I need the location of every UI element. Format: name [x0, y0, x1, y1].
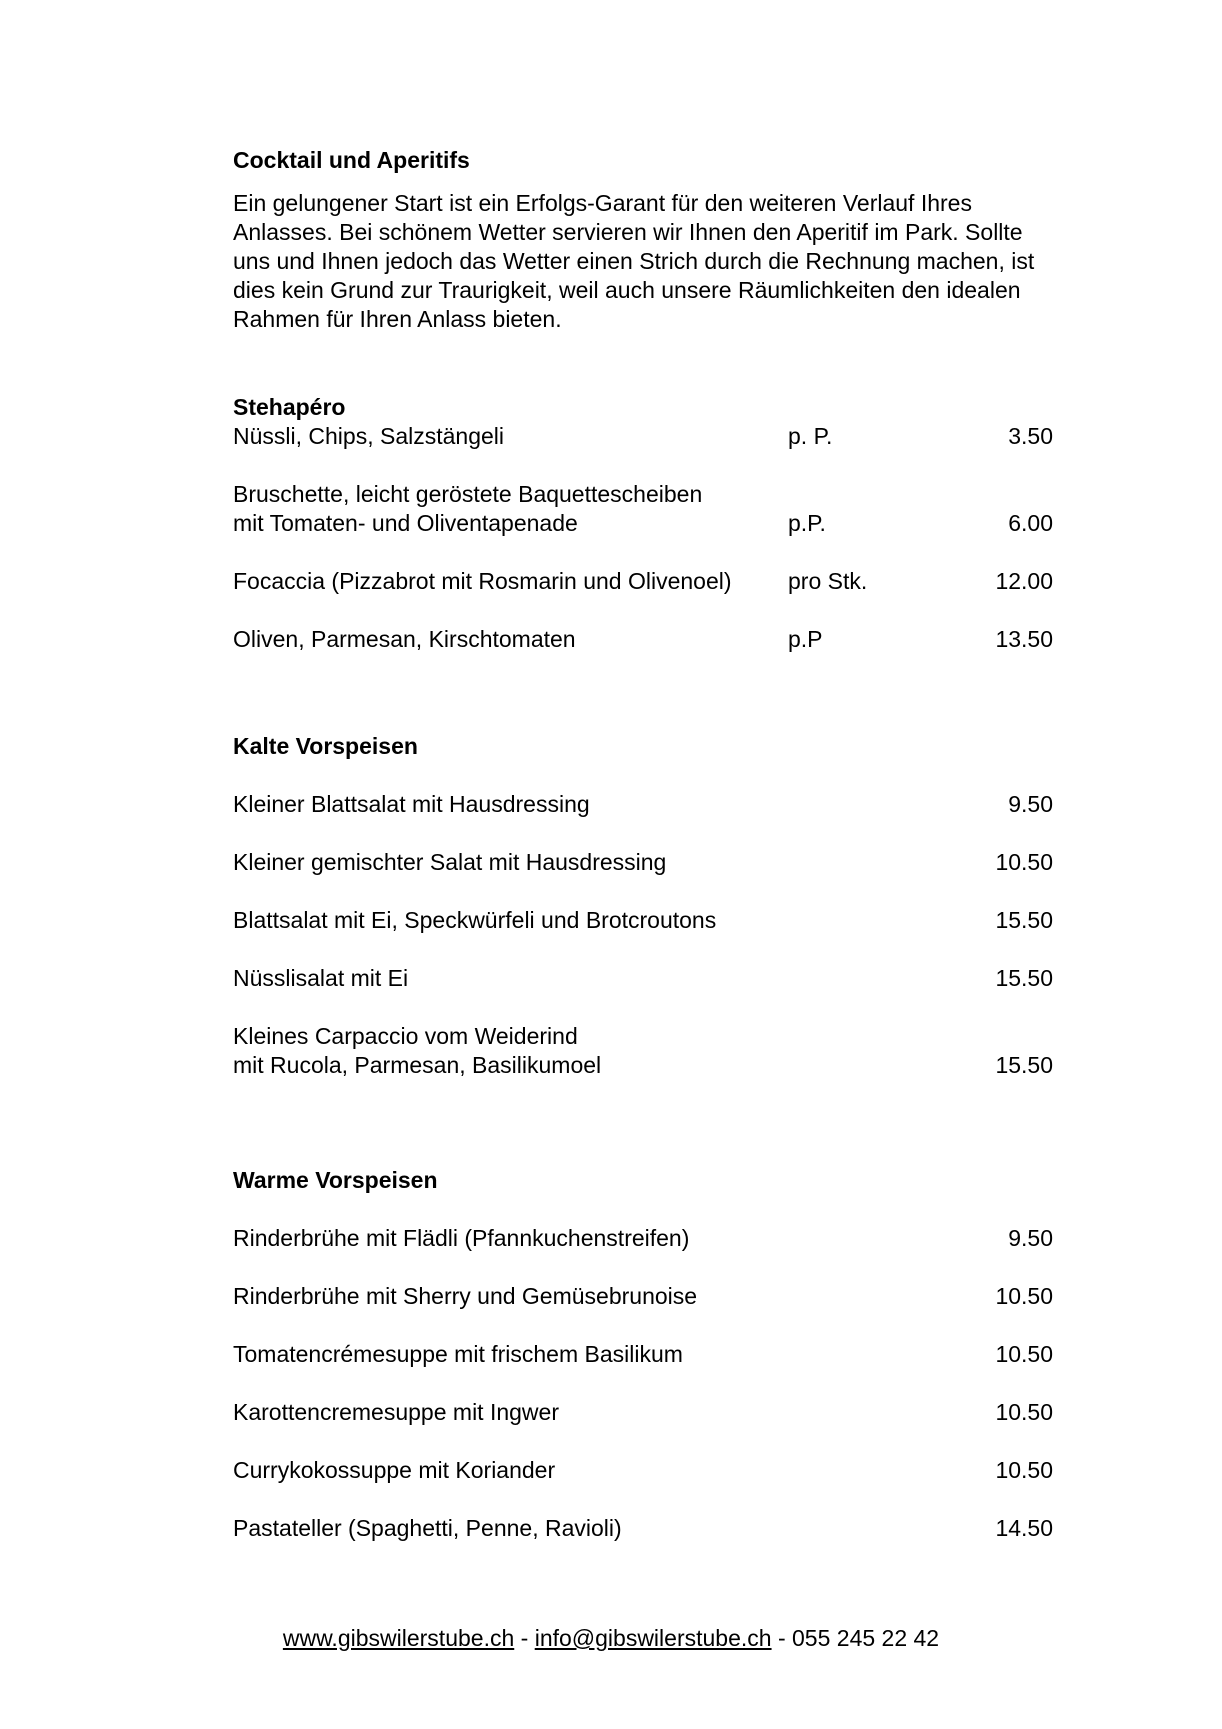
menu-item: [233, 625, 1053, 654]
item-price: 13.50: [995, 626, 1053, 652]
item-name: Rinderbrühe mit Flädli (Pfannkuchenstreifen): [233, 1225, 690, 1251]
email-link[interactable]: info@gibswilerstube.ch: [534, 1625, 772, 1651]
item-name: [233, 480, 793, 538]
item-price: 15.50: [995, 1052, 1053, 1078]
item-price: 3.50: [1008, 423, 1053, 449]
intro-line: dies kein Grund zur Traurigkeit, weil auch unsere Räumlichkeiten den idealen: [233, 277, 1021, 303]
intro-line: uns und Ihnen jedoch das Wetter einen Strich durch die Rechnung machen, ist: [233, 248, 1035, 274]
footer-separator: -: [514, 1625, 535, 1651]
item-name: [233, 1022, 793, 1080]
item-price: 10.50: [995, 849, 1053, 875]
footer-separator: -: [771, 1625, 793, 1651]
item-name-line: mit Rucola, Parmesan, Basilikumoel: [233, 1052, 602, 1078]
item-price: 10.50: [995, 1341, 1053, 1367]
item-name: Kleiner Blattsalat mit Hausdressing: [233, 791, 590, 817]
item-name: Oliven, Parmesan, Kirschtomaten: [233, 626, 576, 652]
menu-item: [233, 480, 1053, 538]
item-unit: p.P: [788, 626, 823, 652]
item-price: 6.00: [1008, 510, 1053, 536]
item-unit: pro Stk.: [788, 568, 868, 594]
item-price: 14.50: [995, 1515, 1053, 1541]
website-link[interactable]: www.gibswilerstube.ch: [282, 1625, 515, 1651]
intro-line: Rahmen für Ihren Anlass bieten.: [233, 306, 562, 332]
section-heading-stehapero: Stehapéro: [233, 394, 346, 420]
item-price: 10.50: [995, 1457, 1053, 1483]
section-heading-warme-vorspeisen: Warme Vorspeisen: [233, 1167, 438, 1193]
menu-item: [233, 848, 1053, 877]
menu-item: [233, 567, 1053, 596]
intro-paragraph: [233, 189, 1103, 334]
menu-item: [233, 964, 1053, 993]
item-name: Focaccia (Pizzabrot mit Rosmarin und Olivenoel): [233, 568, 732, 594]
intro-line: Anlasses. Bei schönem Wetter servieren wir Ihnen den Aperitif im Park. Sollte: [233, 219, 1023, 245]
item-name-line: Kleines Carpaccio vom Weiderind: [233, 1023, 578, 1049]
item-price: 10.50: [995, 1283, 1053, 1309]
item-name: Kleiner gemischter Salat mit Hausdressing: [233, 849, 667, 875]
menu-item: [233, 422, 1053, 451]
menu-item: [233, 1456, 1053, 1485]
item-price: 10.50: [995, 1399, 1053, 1425]
item-name: Rinderbrühe mit Sherry und Gemüsebrunoise: [233, 1283, 698, 1309]
item-price: 9.50: [1008, 1225, 1053, 1251]
item-name: Blattsalat mit Ei, Speckwürfeli und Brotcroutons: [233, 907, 717, 933]
menu-item: [233, 1514, 1053, 1543]
menu-item: [233, 906, 1053, 935]
menu-item: [233, 1224, 1053, 1253]
item-name: Karottencremesuppe mit Ingwer: [233, 1399, 559, 1425]
intro-line: Ein gelungener Start ist ein Erfolgs-Garant für den weiteren Verlauf Ihres: [233, 190, 972, 216]
item-price: 12.00: [995, 568, 1053, 594]
item-name: Pastateller (Spaghetti, Penne, Ravioli): [233, 1515, 622, 1541]
item-unit: p. P.: [788, 423, 833, 449]
item-price: 15.50: [995, 907, 1053, 933]
item-price: 15.50: [995, 965, 1053, 991]
phone-number: 055 245 22 42: [792, 1625, 940, 1651]
item-name: Tomatencrémesuppe mit frischem Basilikum: [233, 1341, 683, 1367]
menu-item: [233, 1022, 1053, 1080]
section-heading-kalte-vorspeisen: Kalte Vorspeisen: [233, 733, 418, 759]
item-name: Nüsslisalat mit Ei: [233, 965, 409, 991]
menu-item: [233, 1340, 1053, 1369]
item-name: Currykokossuppe mit Koriander: [233, 1457, 556, 1483]
item-name-line: Bruschette, leicht geröstete Baquettescheiben: [233, 481, 703, 507]
item-unit: p.P.: [788, 510, 826, 536]
section-heading-cocktail: Cocktail und Aperitifs: [233, 147, 470, 173]
item-name-line: mit Tomaten- und Oliventapenade: [233, 510, 578, 536]
item-name: Nüssli, Chips, Salzstängeli: [233, 423, 505, 449]
menu-item: [233, 1398, 1053, 1427]
menu-item: [233, 1282, 1053, 1311]
item-price: 9.50: [1008, 791, 1053, 817]
footer-contact: [0, 1624, 1222, 1653]
menu-item: [233, 790, 1053, 819]
